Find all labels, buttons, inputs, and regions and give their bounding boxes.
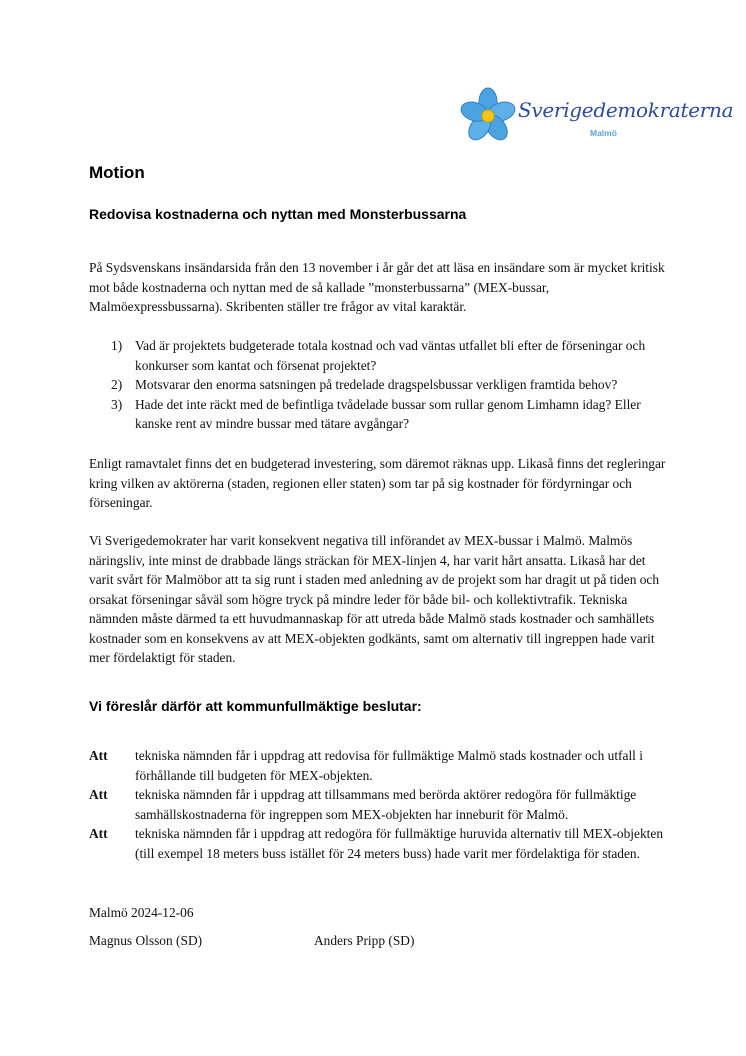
list-text: Motsvarar den enorma satsningen på tredelade dragspelsbussar verkligen framtida behov?: [135, 377, 618, 392]
proposal-item: [89, 785, 669, 824]
document-subtitle: Redovisa kostnaderna och nyttan med Monsterbussarna: [89, 206, 467, 222]
list-item: [89, 375, 669, 395]
signature-1: Magnus Olsson (SD): [89, 933, 203, 948]
paragraph-agreement: Enligt ramavtalet finns det en budgeterad investering, som däremot räknas upp. Likaså finns det regleringar kring vilken av aktörerna (staden, regionen eller staten) som tar på sig kostnader för fördyrningar och förseningar.: [89, 456, 666, 510]
logo-wordmark: Sverigedemokraterna: [518, 98, 734, 122]
question-list: [89, 336, 669, 434]
signature-2: Anders Pripp (SD): [314, 933, 415, 948]
proposal-text: tekniska nämnden får i uppdrag att tillsammans med berörda aktörer redogöra för fullmäktige samhällskostnaderna för ingreppen som MEX-objekten har inneburit för Malmö.: [135, 787, 637, 822]
proposal-text: tekniska nämnden får i uppdrag att redovisa för fullmäktige Malmö stads kostnader och utfall i förhållande till budgeten för MEX-objekten.: [135, 748, 643, 783]
proposal-label: Att: [89, 748, 108, 763]
document-title: Motion: [89, 163, 145, 182]
place-date: Malmö 2024-12-06: [89, 905, 194, 920]
list-item: [89, 336, 669, 375]
proposal-item: [89, 824, 669, 863]
proposal-list: [89, 746, 669, 863]
proposal-item: [89, 746, 669, 785]
list-text: Vad är projektets budgeterade totala kostnad och vad väntas utfallet bli efter de förseningar och konkurser som kantat och försenat projektet?: [135, 338, 646, 373]
list-item: [89, 395, 669, 434]
proposal-label: Att: [89, 787, 108, 802]
party-logo: [458, 88, 734, 148]
intro-paragraph: På Sydsvenskans insändarsida från den 13 november i år går det att läsa en insändare som är mycket kritisk mot både kostnaderna och nyttan med de så kallade ”monsterbussarna” (MEX-bussar, Malmöexpressbussarna). Skribenten ställer tre frågor av vital karaktär.: [89, 260, 665, 314]
flower-icon: [458, 86, 520, 148]
list-number: 1): [111, 338, 123, 353]
proposal-text: tekniska nämnden får i uppdrag att redogöra för fullmäktige huruvida alternativ till MEX-objekten (till exempel 18 meters buss istället för 24 meters buss) hade varit mer fördelaktiga för staden.: [135, 826, 664, 861]
list-number: 2): [111, 377, 123, 392]
list-number: 3): [111, 396, 123, 412]
paragraph-position: Vi Sverigedemokrater har varit konsekvent negativa till införandet av MEX-bussar i Malmö. Malmös näringsliv, inte minst de drabbade längs sträckan för MEX-linjen 4, har varit hårt ansatta. Likaså har det varit svårt för Malmöbor att ta sig runt i staden med anledning av de projekt som har dragit ut på tiden och orsakat förseningar såväl som högre tryck på mindre leder för både bil- och kollektivtrafik. Tekniska nämnden måste därmed ta ett huvudmannaskap för att utreda både Malmö stads kostnader och samhällets kostnader som en konsekvens av att MEX-objekten godkänts, samt om alternativ till ingreppen hade varit mer fördelaktigt för staden.: [89, 533, 660, 665]
list-text: Hade det inte räckt med de befintliga tvådelade bussar som rullar genom Limhamn idag? Eller kanske rent av mindre bussar med tätare avgångar?: [135, 396, 641, 431]
proposal-label: Att: [89, 826, 108, 841]
logo-subtitle: Malmö: [590, 128, 617, 138]
proposal-heading: Vi föreslår därför att kommunfullmäktige beslutar:: [89, 698, 422, 714]
